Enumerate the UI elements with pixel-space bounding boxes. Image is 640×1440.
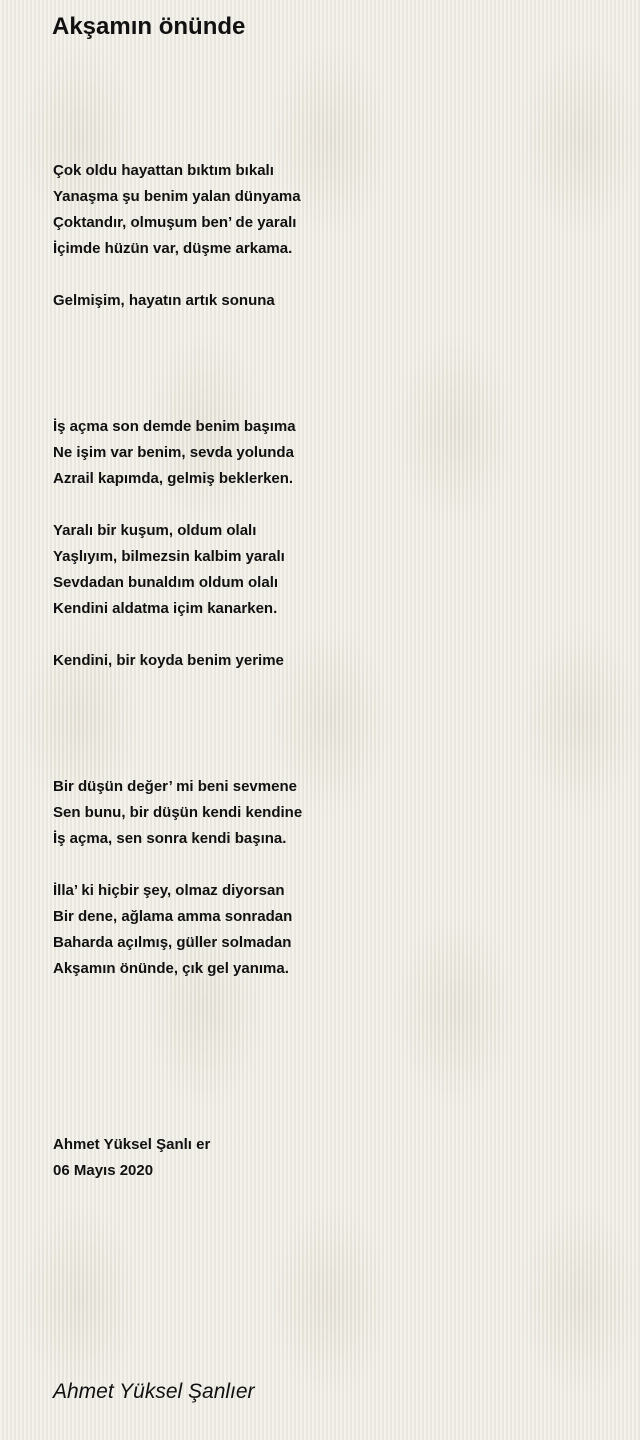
stanza-7 bbox=[53, 878, 613, 982]
poem-line: Bir düşün değer’ mi beni sevmene bbox=[53, 778, 297, 795]
poem-date: 06 Mayıs 2020 bbox=[53, 1162, 154, 1179]
poem-line: İş açma, sen sonra kendi başına. bbox=[53, 830, 287, 847]
poem-line: Çok oldu hayattan bıktım bıkalı bbox=[53, 162, 274, 179]
poem-line: Kendini aldatma içim kanarken. bbox=[53, 600, 278, 617]
poem-line: Baharda açılmış, güller solmadan bbox=[53, 934, 292, 951]
poem-body bbox=[53, 158, 613, 1008]
stanza-1 bbox=[53, 158, 613, 262]
poem-line: Ne işim var benim, sevda yolunda bbox=[53, 444, 294, 461]
poem-line: Yaşlıyım, bilmezsin kalbim yaralı bbox=[53, 548, 285, 565]
stanza-4 bbox=[53, 518, 613, 622]
stanza-3 bbox=[53, 414, 613, 492]
poem-line: Kendini, bir koyda benim yerime bbox=[53, 652, 284, 669]
poem-line: İş açma son demde benim başıma bbox=[53, 418, 296, 435]
author-signature: Ahmet Yüksel Şanlıer bbox=[53, 1380, 255, 1403]
poem-line: Sevdadan bunaldım oldum olalı bbox=[53, 574, 279, 591]
poem-title: Akşamın önünde bbox=[52, 13, 246, 40]
stanza-5 bbox=[53, 648, 613, 674]
author-name: Ahmet Yüksel Şanlı er bbox=[53, 1136, 211, 1153]
stanza-6 bbox=[53, 774, 613, 852]
stanza-2 bbox=[53, 288, 613, 314]
poem-line: İçimde hüzün var, düşme arkama. bbox=[53, 240, 293, 257]
poem-line: Yanaşma şu benim yalan dünyama bbox=[53, 188, 301, 205]
poem-credits bbox=[53, 1132, 210, 1184]
poem-line: Azrail kapımda, gelmiş beklerken. bbox=[53, 470, 294, 487]
poem-line: Yaralı bir kuşum, oldum olalı bbox=[53, 522, 257, 539]
poem-line: Çoktandır, olmuşum ben’ de yaralı bbox=[53, 214, 297, 231]
poem-line: İlla’ ki hiçbir şey, olmaz diyorsan bbox=[53, 882, 285, 899]
poem-line: Bir dene, ağlama amma sonradan bbox=[53, 908, 293, 925]
poem-line: Gelmişim, hayatın artık sonuna bbox=[53, 292, 275, 309]
poem-line: Akşamın önünde, çık gel yanıma. bbox=[53, 960, 289, 977]
poem-line: Sen bunu, bir düşün kendi kendine bbox=[53, 804, 303, 821]
